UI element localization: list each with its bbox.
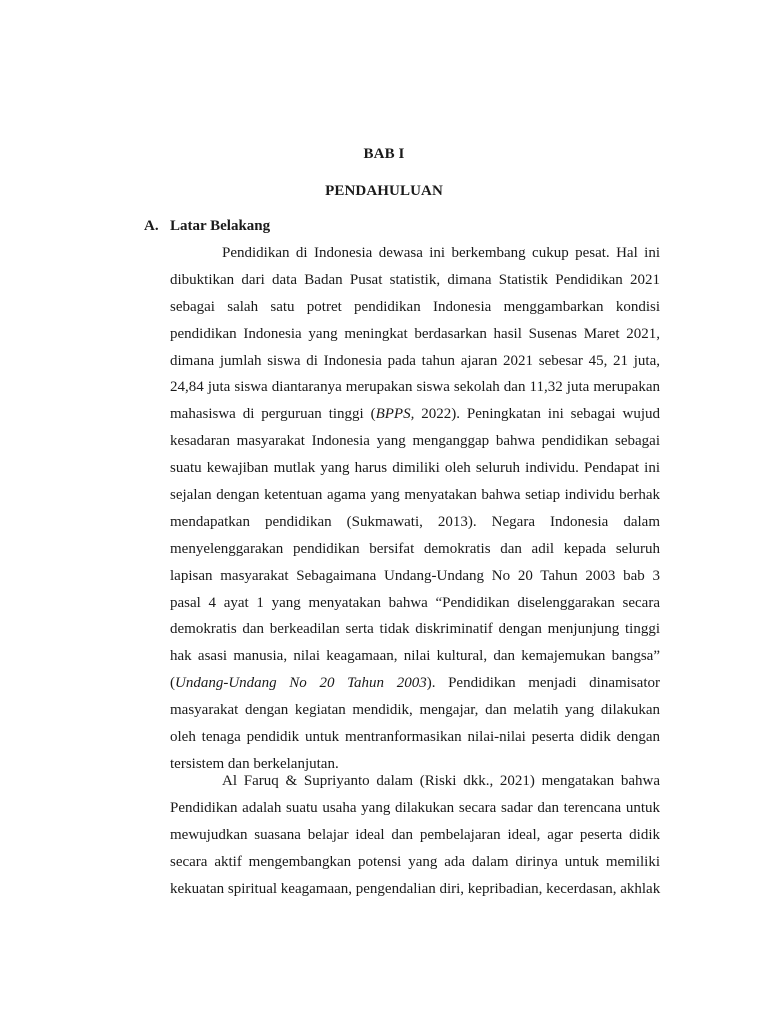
paragraph-line: 24,84 juta siswa diantaranya merupakan siswa sekolah dan 11,32 juta merupakan bbox=[170, 379, 660, 396]
paragraph-1 bbox=[170, 240, 660, 778]
text-segment: mahasiswa di perguruan tinggi ( bbox=[170, 406, 376, 423]
chapter-title: PENDAHULUAN bbox=[325, 183, 443, 199]
paragraph-line: oleh tenaga pendidik untuk mentranformasikan nilai-nilai peserta didik dengan bbox=[170, 729, 660, 746]
paragraph-line: Al Faruq & Supriyanto dalam (Riski dkk., 2021) mengatakan bahwa bbox=[222, 773, 660, 789]
paragraph-line: hak asasi manusia, nilai keagamaan, nilai kultural, dan kemajemukan bangsa” bbox=[170, 648, 660, 665]
paragraph-line: pasal 4 ayat 1 yang menyatakan bahwa “Pendidikan diselenggarakan secara bbox=[170, 594, 660, 611]
paragraph-2 bbox=[170, 768, 660, 902]
paragraph-line: tersistem dan berkelanjutan. bbox=[170, 755, 339, 772]
text-segment: ( bbox=[170, 675, 175, 692]
paragraph-line: pendidikan Indonesia yang meningkat berdasarkan hasil Susenas Maret 2021, bbox=[170, 325, 660, 342]
section-title: Latar Belakang bbox=[170, 218, 271, 234]
paragraph-line: kesadaran masyarakat Indonesia yang menganggap bahwa pendidikan sebagai bbox=[170, 433, 660, 450]
paragraph-line: dimana jumlah siswa di Indonesia pada tahun ajaran 2021 sebesar 45, 21 juta, bbox=[170, 352, 660, 369]
text-segment: ). Pendidikan menjadi dinamisator bbox=[426, 675, 660, 692]
paragraph-line bbox=[170, 401, 660, 428]
paragraph-line: menyelenggarakan pendidikan bersifat demokratis dan adil kepada seluruh bbox=[170, 540, 660, 557]
citation-italic: Undang-Undang No 20 Tahun 2003 bbox=[175, 675, 427, 692]
citation-italic: BPPS, bbox=[375, 406, 415, 423]
text-segment: 2022). Peningkatan ini sebagai wujud bbox=[414, 406, 660, 423]
chapter-number: BAB I bbox=[363, 146, 405, 162]
paragraph-line: Pendidikan adalah suatu usaha yang dilakukan secara sadar dan terencana untuk bbox=[170, 799, 660, 816]
paragraph-line: mendapatkan pendidikan (Sukmawati, 2013). Negara Indonesia dalam bbox=[170, 513, 660, 530]
paragraph-line: suatu kewajiban mutlak yang harus dimiliki oleh seluruh individu. Pendapat ini bbox=[170, 460, 660, 477]
paragraph-line: mewujudkan suasana belajar ideal dan pembelajaran ideal, agar peserta didik bbox=[170, 826, 660, 843]
section-heading bbox=[144, 218, 270, 235]
paragraph-line: masyarakat dengan kegiatan mendidik, mengajar, dan melatih yang dilakukan bbox=[170, 702, 660, 719]
paragraph-line: lapisan masyarakat Sebagaimana Undang-Undang No 20 Tahun 2003 bab 3 bbox=[170, 567, 660, 584]
paragraph-line: Pendidikan di Indonesia dewasa ini berkembang cukup pesat. Hal ini bbox=[222, 245, 660, 261]
paragraph-line: secara aktif mengembangkan potensi yang ada dalam dirinya untuk memiliki bbox=[170, 853, 660, 870]
paragraph-line: sejalan dengan ketentuan agama yang menyatakan bahwa setiap individu berhak bbox=[170, 487, 660, 504]
paragraph-line: kekuatan spiritual keagamaan, pengendalian diri, kepribadian, kecerdasan, akhlak bbox=[170, 880, 661, 897]
paragraph-line: dibuktikan dari data Badan Pusat statistik, dimana Statistik Pendidikan 2021 bbox=[170, 271, 660, 288]
paragraph-line bbox=[170, 670, 660, 697]
section-letter: A. bbox=[144, 218, 159, 234]
paragraph-line: demokratis dan berkeadilan serta tidak diskriminatif dengan menjunjung tinggi bbox=[170, 621, 660, 638]
paragraph-line: sebagai salah satu potret pendidikan Indonesia menggambarkan kondisi bbox=[170, 298, 660, 315]
